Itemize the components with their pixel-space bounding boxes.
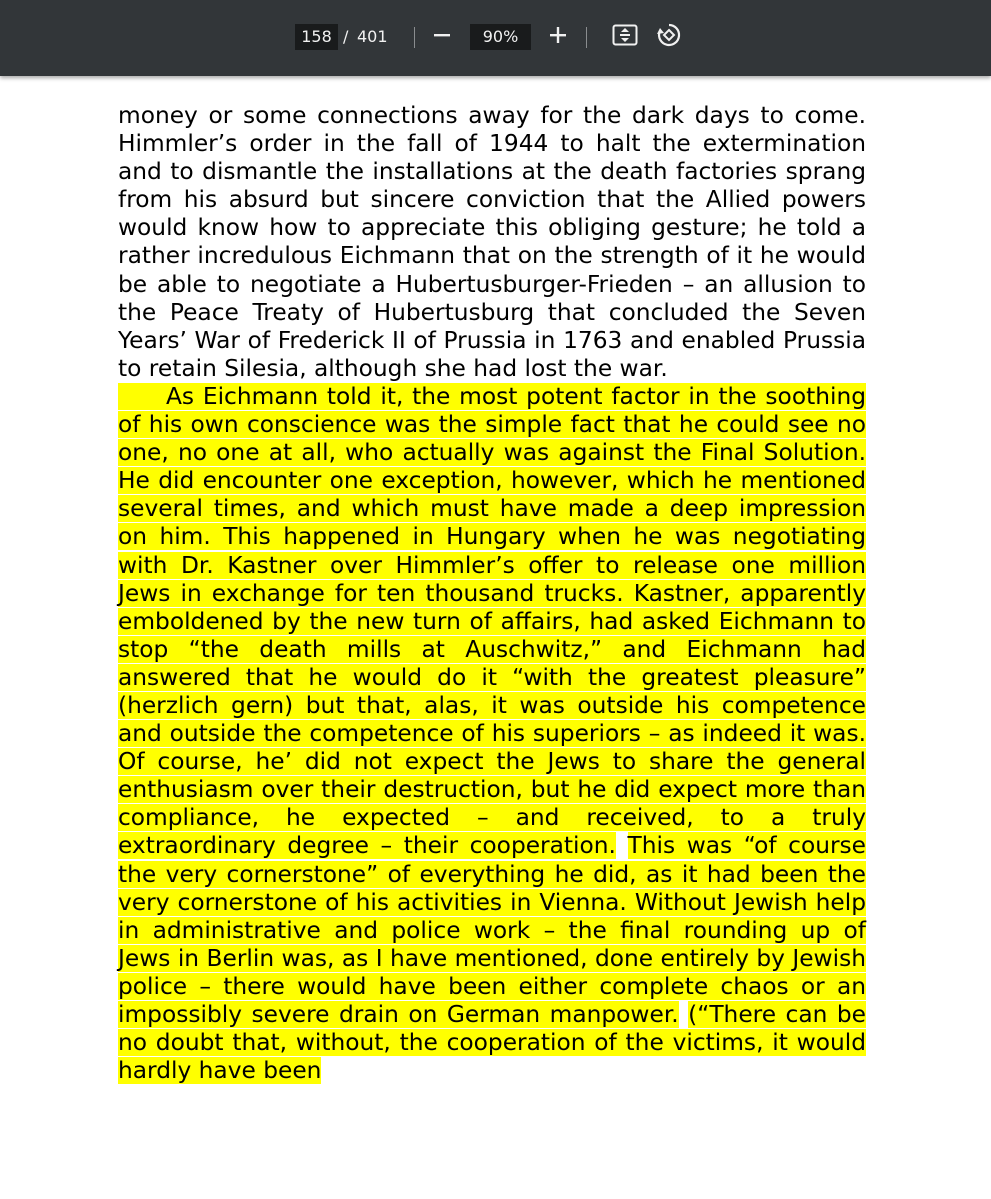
page-separator: / [343,27,349,46]
total-pages: 401 [357,27,388,46]
highlight-indent [118,383,166,410]
paragraph: money or some connections away for the dark days to come. Himmler’s order in the fall of 1944 to halt the extermination and to dismantle the installations at the death factories sprang from his absurd but sincere conviction that the Allied powers would know how to appreciate this obliging gesture; he told a rather incredulous Eichmann that on the strength of it he would be able to negotiate a Hubertusburger-Frieden – an allusion to the Peace Treaty of Hubertusburg that concluded the Seven Years’ War of Frederick II of Prussia in 1763 and enabled Prussia to retain Silesia, although she had lost the war. [118,102,866,382]
pdf-toolbar [0,0,991,76]
fit-to-page-icon [612,24,638,50]
zoom-out-button[interactable] [427,22,457,52]
paragraph-highlighted [118,383,866,1085]
zoom-in-button[interactable] [543,22,573,52]
plus-icon [549,26,567,48]
highlighted-text: He did encounter one exception, however, which he mentioned several times, and which must have made a deep impression on him. This happened in Hungary when he was negotiating with Dr. Kastner over Himmler’s offer to release one million Jews in exchange for ten thousand trucks. Kastner, apparently emboldened by the new turn of affairs, had asked Eichmann to stop “the death mills at Auschwitz,” and Eichmann had answered that he would do it “with the greatest pleasure” (herzlich gern) but that, alas, it was outside his competence and outside the competence of his superiors – as indeed it was. Of course, he’ did not expect the Jews to share the general enthusiasm over their destruction, but he did expect more than compliance, he expected – and received, to a truly extraordinary degree – their cooperation. [118,467,866,860]
rotate-icon [656,22,682,52]
highlighted-text: This was “of course the very cornerstone” of everything he did, as it had been the very cornerstone of his activities in Vienna. Without Jewish help in administrative and police work – the final rounding up of Jews in Berlin was, as I have mentioned, done entirely by Jewish police – there would have been either complete chaos or an impossibly severe drain on German manpower. [118,832,867,1028]
highlight-gap [679,1001,689,1028]
fit-to-page-button[interactable] [610,22,640,52]
highlighted-text: (“There can be no doubt that, without, the cooperation of the victims, it would hardly have been [118,1001,867,1085]
highlight-gap [616,832,628,859]
pdf-page-content [118,102,866,1085]
toolbar-divider [586,27,587,48]
zoom-level-display[interactable]: 90% [470,24,531,50]
minus-icon [433,26,451,48]
toolbar-divider [414,27,415,48]
page-number-input[interactable] [295,24,338,50]
rotate-button[interactable] [654,22,684,52]
highlighted-text: As Eichmann told it, the most potent factor in the soothing of his own conscience was the simple fact that he could see no one, no one at all, who actually was against the Final Solution. [118,382,866,467]
